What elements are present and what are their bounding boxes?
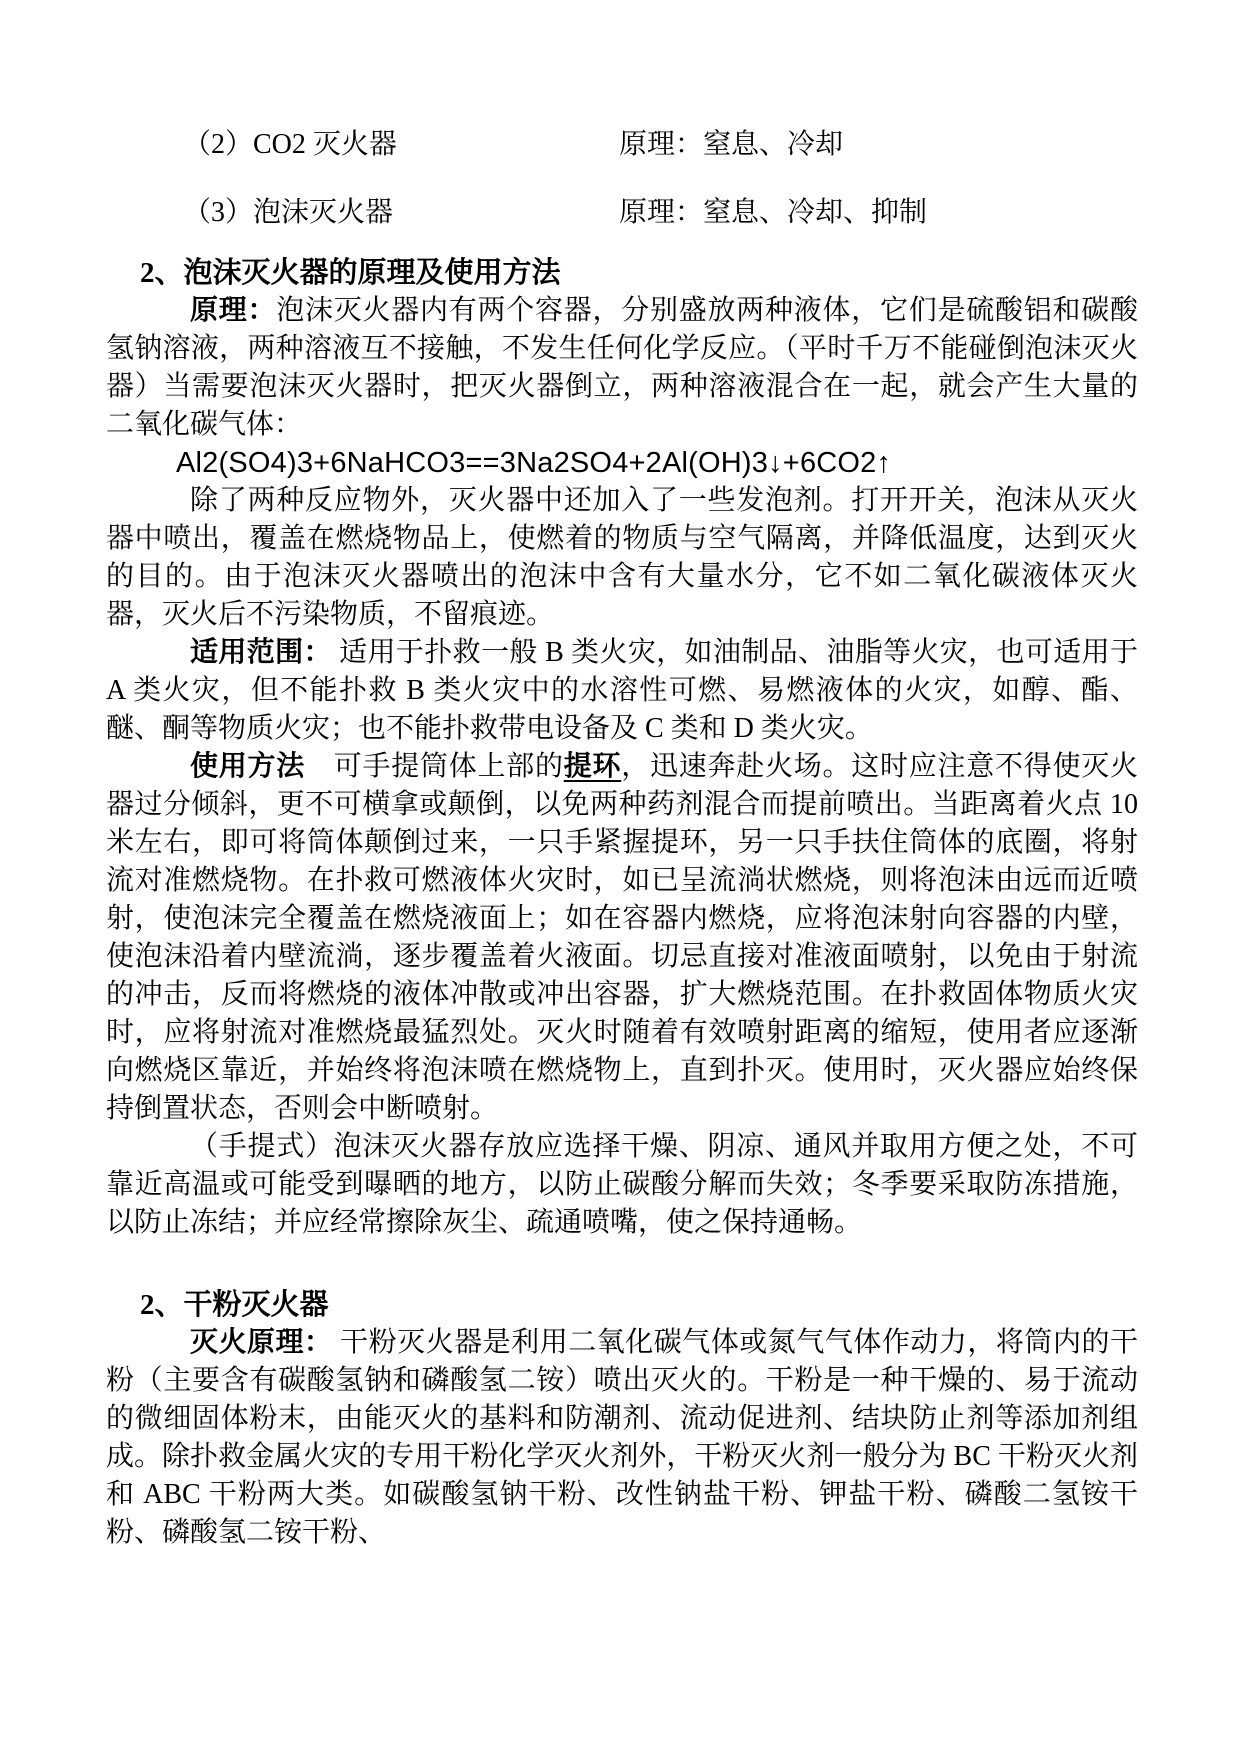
foam-principle-paragraph xyxy=(106,292,1138,444)
foam-section-heading: 2、泡沫灭火器的原理及使用方法 xyxy=(140,257,561,289)
extinguisher-row-foam xyxy=(106,194,1138,232)
foam-usage-highlight: 提环 xyxy=(563,751,622,782)
powder-principle-paragraph xyxy=(106,1324,1138,1552)
powder-principle-text: 干粉灭火器是利用二氧化碳气体或氮气气体作动力，将筒内的干粉（主要含有碳酸氢钠和磷酸氢二铵）喷出灭火的。干粉是一种干燥的、易于流动的微细固体粉末，由能灭火的基料和防潮剂、流动促进剂、结块防止剂等添加剂组成。除扑救金属火灾的专用干粉化学灭火剂外，干粉灭火剂一般分为 BC 干粉灭火剂和 ABC 干粉两大类。如碳酸氢钠干粉、改性钠盐干粉、钾盐干粉、磷酸二氢铵干粉、磷酸氢二铵干粉、 xyxy=(106,1327,1138,1548)
foam-scope-lead: 适用范围： xyxy=(190,637,332,668)
foam-scope-paragraph xyxy=(106,634,1138,748)
foam-principle-text: 泡沫灭火器内有两个容器，分别盛放两种液体，它们是硫酸铝和碳酸氢钠溶液，两种溶液互不接触，不发生任何化学反应。（平时千万不能碰倒泡沫灭火器）当需要泡沫灭火器时，把灭火器倒立，两种溶液混合在一起，就会产生大量的二氧化碳气体： xyxy=(106,295,1138,440)
chemical-formula: Al2(SO4)3+6NaHCO3==3Na2SO4+2Al(OH)3↓+6CO2↑ xyxy=(176,447,892,479)
powder-principle-lead: 灭火原理： xyxy=(190,1327,333,1358)
extinguisher-row-co2 xyxy=(106,126,1138,164)
foam-usage-text-before: 可手提筒体上部的 xyxy=(305,751,564,782)
extinguisher-principle-co2: 原理：窒息、冷却 xyxy=(619,129,844,160)
foam-storage-paragraph: （手提式）泡沫灭火器存放应选择干燥、阴凉、通风并取用方便之处，不可靠近高温或可能受到曝晒的地方，以防止碳酸分解而失效；冬季要采取防冻措施，以防止冻结；并应经常擦除灰尘、疏通喷嘴，使之保持通畅。 xyxy=(106,1131,1138,1238)
extinguisher-label-foam: （3）泡沫灭火器 xyxy=(183,197,394,228)
foam-usage-text-after: ，迅速奔赴火场。这时应注意不得使灭火器过分倾斜，更不可横拿或颠倒，以免两种药剂混合而提前喷出。当距离着火点 10 米左右，即可将筒体颠倒过来，一只手紧握提环，另一只手扶住筒体的底圈，将射流对准燃烧物。在扑救可燃液体火灾时，如已呈流淌状燃烧，则将泡沫由远而近喷射，使泡沫完全覆盖在燃烧液面上；如在容器内燃烧，应将泡沫射向容器的内壁，使泡沫沿着内壁流淌，逐步覆盖着火液面。切忌直接对准液面喷射，以免由于射流的冲击，反而将燃烧的液体冲散或冲出容器，扩大燃烧范围。在扑救固体物质火灾时，应将射流对准燃烧最猛烈处。灭火时随着有效喷射距离的缩短，使用者应逐渐向燃烧区靠近，并始终将泡沫喷在燃烧物上，直到扑灭。使用时，灭火器应始终保持倒置状态，否则会中断喷射。 xyxy=(106,751,1138,1124)
foam-agent-paragraph: 除了两种反应物外，灭火器中还加入了一些发泡剂。打开开关，泡沫从灭火器中喷出，覆盖在燃烧物品上，使燃着的物质与空气隔离，并降低温度，达到灭火的目的。由于泡沫灭火器喷出的泡沫中含有大量水分，它不如二氧化碳液体灭火器，灭火后不污染物质，不留痕迹。 xyxy=(106,485,1138,630)
extinguisher-principle-foam: 原理：窒息、冷却、抑制 xyxy=(619,197,928,228)
powder-section-heading: 2、干粉灭火器 xyxy=(140,1289,329,1321)
extinguisher-label-co2: （2）CO2 灭火器 xyxy=(183,129,397,160)
foam-usage-lead: 使用方法 xyxy=(190,751,305,782)
foam-usage-paragraph xyxy=(106,748,1138,1128)
foam-scope-text: 适用于扑救一般 B 类火灾，如油制品、油脂等火灾，也可适用于 A 类火灾，但不能扑救 B 类火灾中的水溶性可燃、易燃液体的火灾，如醇、酯、醚、酮等物质火灾；也不能扑救带电设备及 C 类和 D 类火灾。 xyxy=(106,637,1138,744)
foam-principle-lead: 原理： xyxy=(190,295,277,326)
